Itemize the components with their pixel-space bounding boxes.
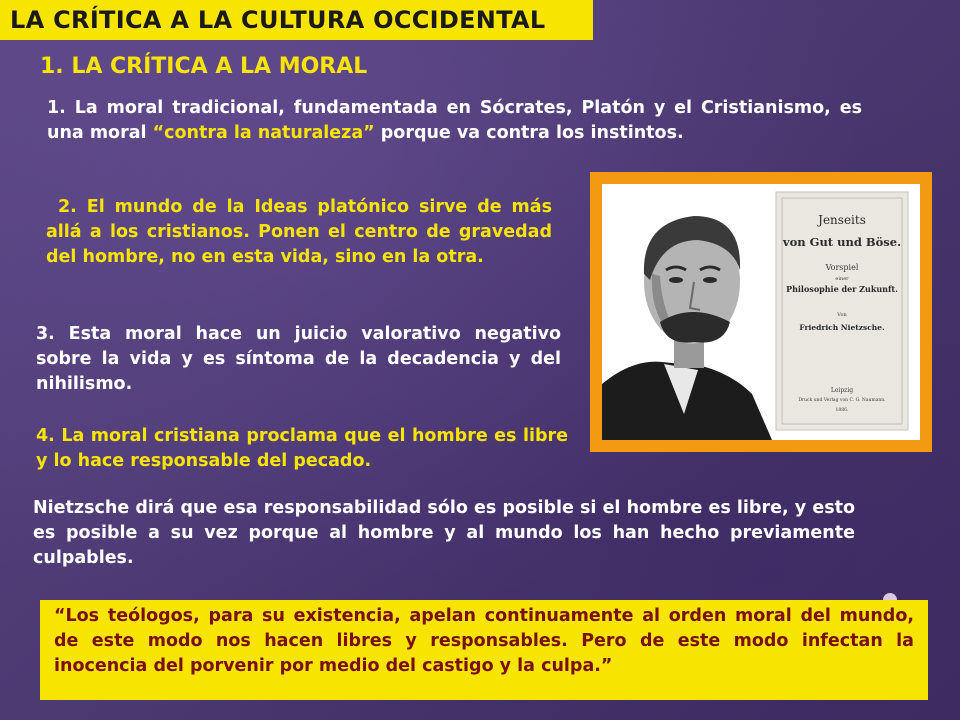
title-banner <box>0 0 593 40</box>
book-by-line: Von <box>837 312 847 318</box>
portrait-illustration <box>602 184 772 440</box>
section-heading: 1. LA CRÍTICA A LA MORAL <box>40 54 368 79</box>
nietzsche-portrait-and-book <box>602 184 920 440</box>
book-title-line-2: von Gut und Böse. <box>782 235 902 249</box>
book-cover <box>776 192 908 430</box>
point-1-paragraph <box>47 96 862 146</box>
point-3-paragraph: 3. Esta moral hace un juicio valorativo negativo sobre la vida y es síntoma de la decadencia y del nihilismo. <box>36 324 561 394</box>
book-publisher: Druck und Verlag von C. G. Naumann. <box>798 398 886 403</box>
quote-box <box>40 600 928 700</box>
nietzsche-image-frame <box>590 172 932 452</box>
book-subtitle-line-1: Vorspiel <box>825 263 859 272</box>
point-1-quoted-phrase: “contra la naturaleza” <box>152 123 375 143</box>
nietzsche-quote: “Los teólogos, para su existencia, apelan continuamente al orden moral del mundo, de este modo nos hacen libres y responsables. Pero de este modo infectan la inocencia del porvenir por medio del castigo y la culpa.” <box>54 606 914 676</box>
nietzsche-image <box>602 184 920 440</box>
slide-title: LA CRÍTICA A LA CULTURA OCCIDENTAL <box>10 6 546 34</box>
book-year: 1886. <box>835 408 849 413</box>
point-1-text-end: porque va contra los instintos. <box>374 123 684 143</box>
conclusion-paragraph: Nietzsche dirá que esa responsabilidad sólo es posible si el hombre es libre, y esto es posible a su vez porque al hombre y al mundo los han hecho previamente culpables. <box>33 498 855 568</box>
book-subtitle-line-2: einer <box>835 276 849 282</box>
point-1-text-start: 1. La moral tradicional, fundamentada en Sócrates, Platón y el Cristianismo, es una moral <box>47 98 862 143</box>
book-city: Leipzig <box>830 387 854 394</box>
book-title-line-1: Jenseits <box>818 213 866 227</box>
book-subtitle-line-3: Philosophie der Zukunft. <box>786 284 898 294</box>
point-2-paragraph: 2. El mundo de la Ideas platónico sirve de más allá a los cristianos. Ponen el centro de gravedad del hombre, no en esta vida, sino en la otra. <box>46 197 552 267</box>
point-4-paragraph: 4. La moral cristiana proclama que el hombre es libre y lo hace responsable del pecado. <box>36 426 568 471</box>
book-author: Friedrich Nietzsche. <box>799 323 885 332</box>
